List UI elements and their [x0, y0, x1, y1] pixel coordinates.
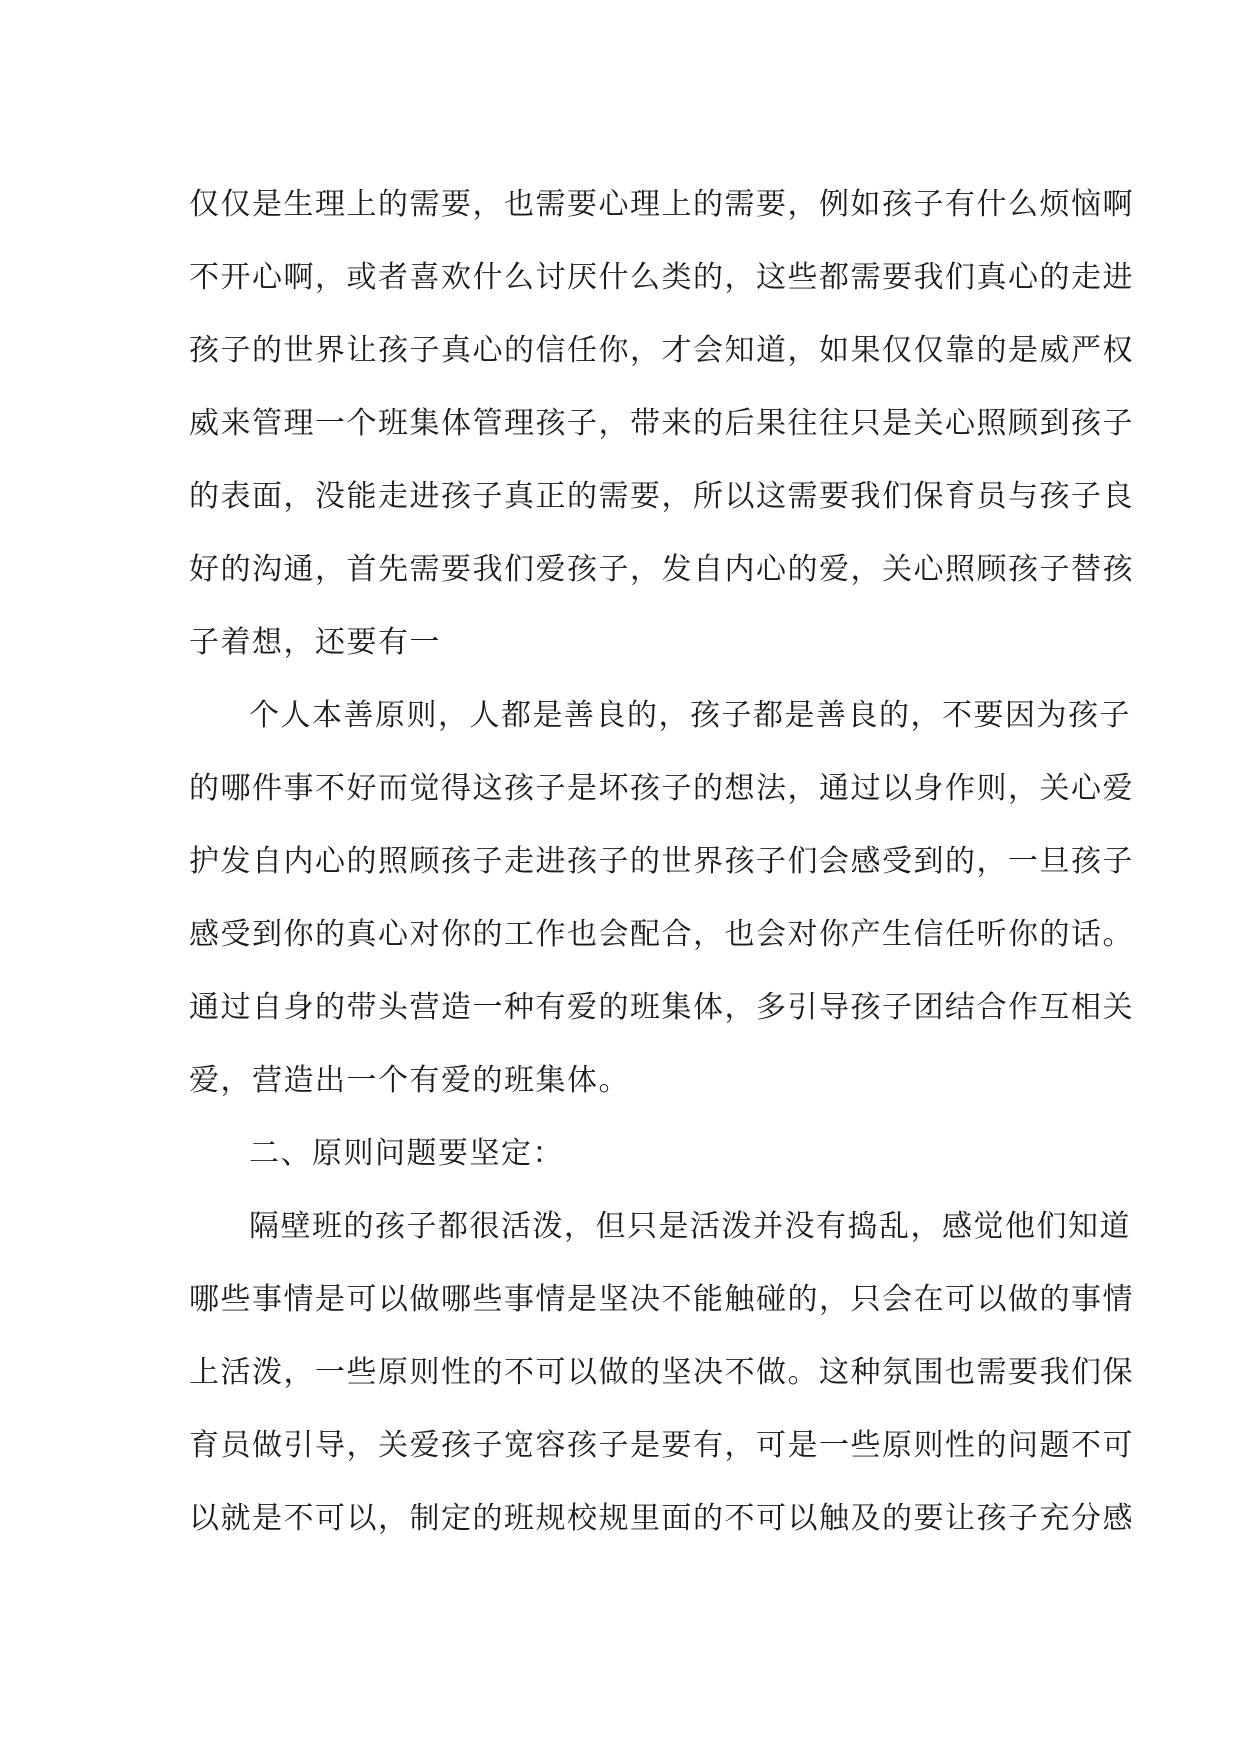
text-line: 不开心啊，或者喜欢什么讨厌什么类的，这些都需要我们真心的走进 — [189, 260, 1134, 295]
text-line: 的表面，没能走进孩子真正的需要，所以这需要我们保育员与孩子良 — [189, 479, 1134, 514]
text-line: 通过自身的带头营造一种有爱的班集体，多引导孩子团结合作互相关 — [189, 990, 1134, 1025]
text-line: 上活泼，一些原则性的不可以做的坚决不做。这种氛围也需要我们保 — [189, 1355, 1134, 1390]
text-line: 个人本善原则，人都是善良的，孩子都是善良的，不要因为孩子 — [249, 698, 1131, 733]
document-body — [189, 168, 1134, 1555]
text-line: 威来管理一个班集体管理孩子，带来的后果往往只是关心照顾到孩子 — [189, 406, 1134, 441]
text-line: 二、原则问题要坚定： — [249, 1136, 564, 1171]
text-line: 仅仅是生理上的需要，也需要心理上的需要，例如孩子有什么烦恼啊 — [189, 187, 1134, 222]
text-line: 哪些事情是可以做哪些事情是坚决不能触碰的，只会在可以做的事情 — [189, 1282, 1134, 1317]
text-line: 爱，营造出一个有爱的班集体。 — [189, 1063, 630, 1098]
text-line: 隔壁班的孩子都很活泼，但只是活泼并没有捣乱，感觉他们知道 — [249, 1209, 1131, 1244]
text-line: 的哪件事不好而觉得这孩子是坏孩子的想法，通过以身作则，关心爱 — [189, 771, 1134, 806]
text-line: 孩子的世界让孩子真心的信任你，才会知道，如果仅仅靠的是威严权 — [189, 333, 1134, 368]
text-line: 护发自内心的照顾孩子走进孩子的世界孩子们会感受到的，一旦孩子 — [189, 844, 1134, 879]
text-line: 以就是不可以，制定的班规校规里面的不可以触及的要让孩子充分感 — [189, 1501, 1134, 1536]
text-line: 育员做引导，关爱孩子宽容孩子是要有，可是一些原则性的问题不可 — [189, 1428, 1134, 1463]
text-line: 子着想，还要有一 — [189, 625, 441, 660]
text-line: 感受到你的真心对你的工作也会配合，也会对你产生信任听你的话。 — [189, 917, 1134, 952]
text-line: 好的沟通，首先需要我们爱孩子，发自内心的爱，关心照顾孩子替孩 — [189, 552, 1134, 587]
